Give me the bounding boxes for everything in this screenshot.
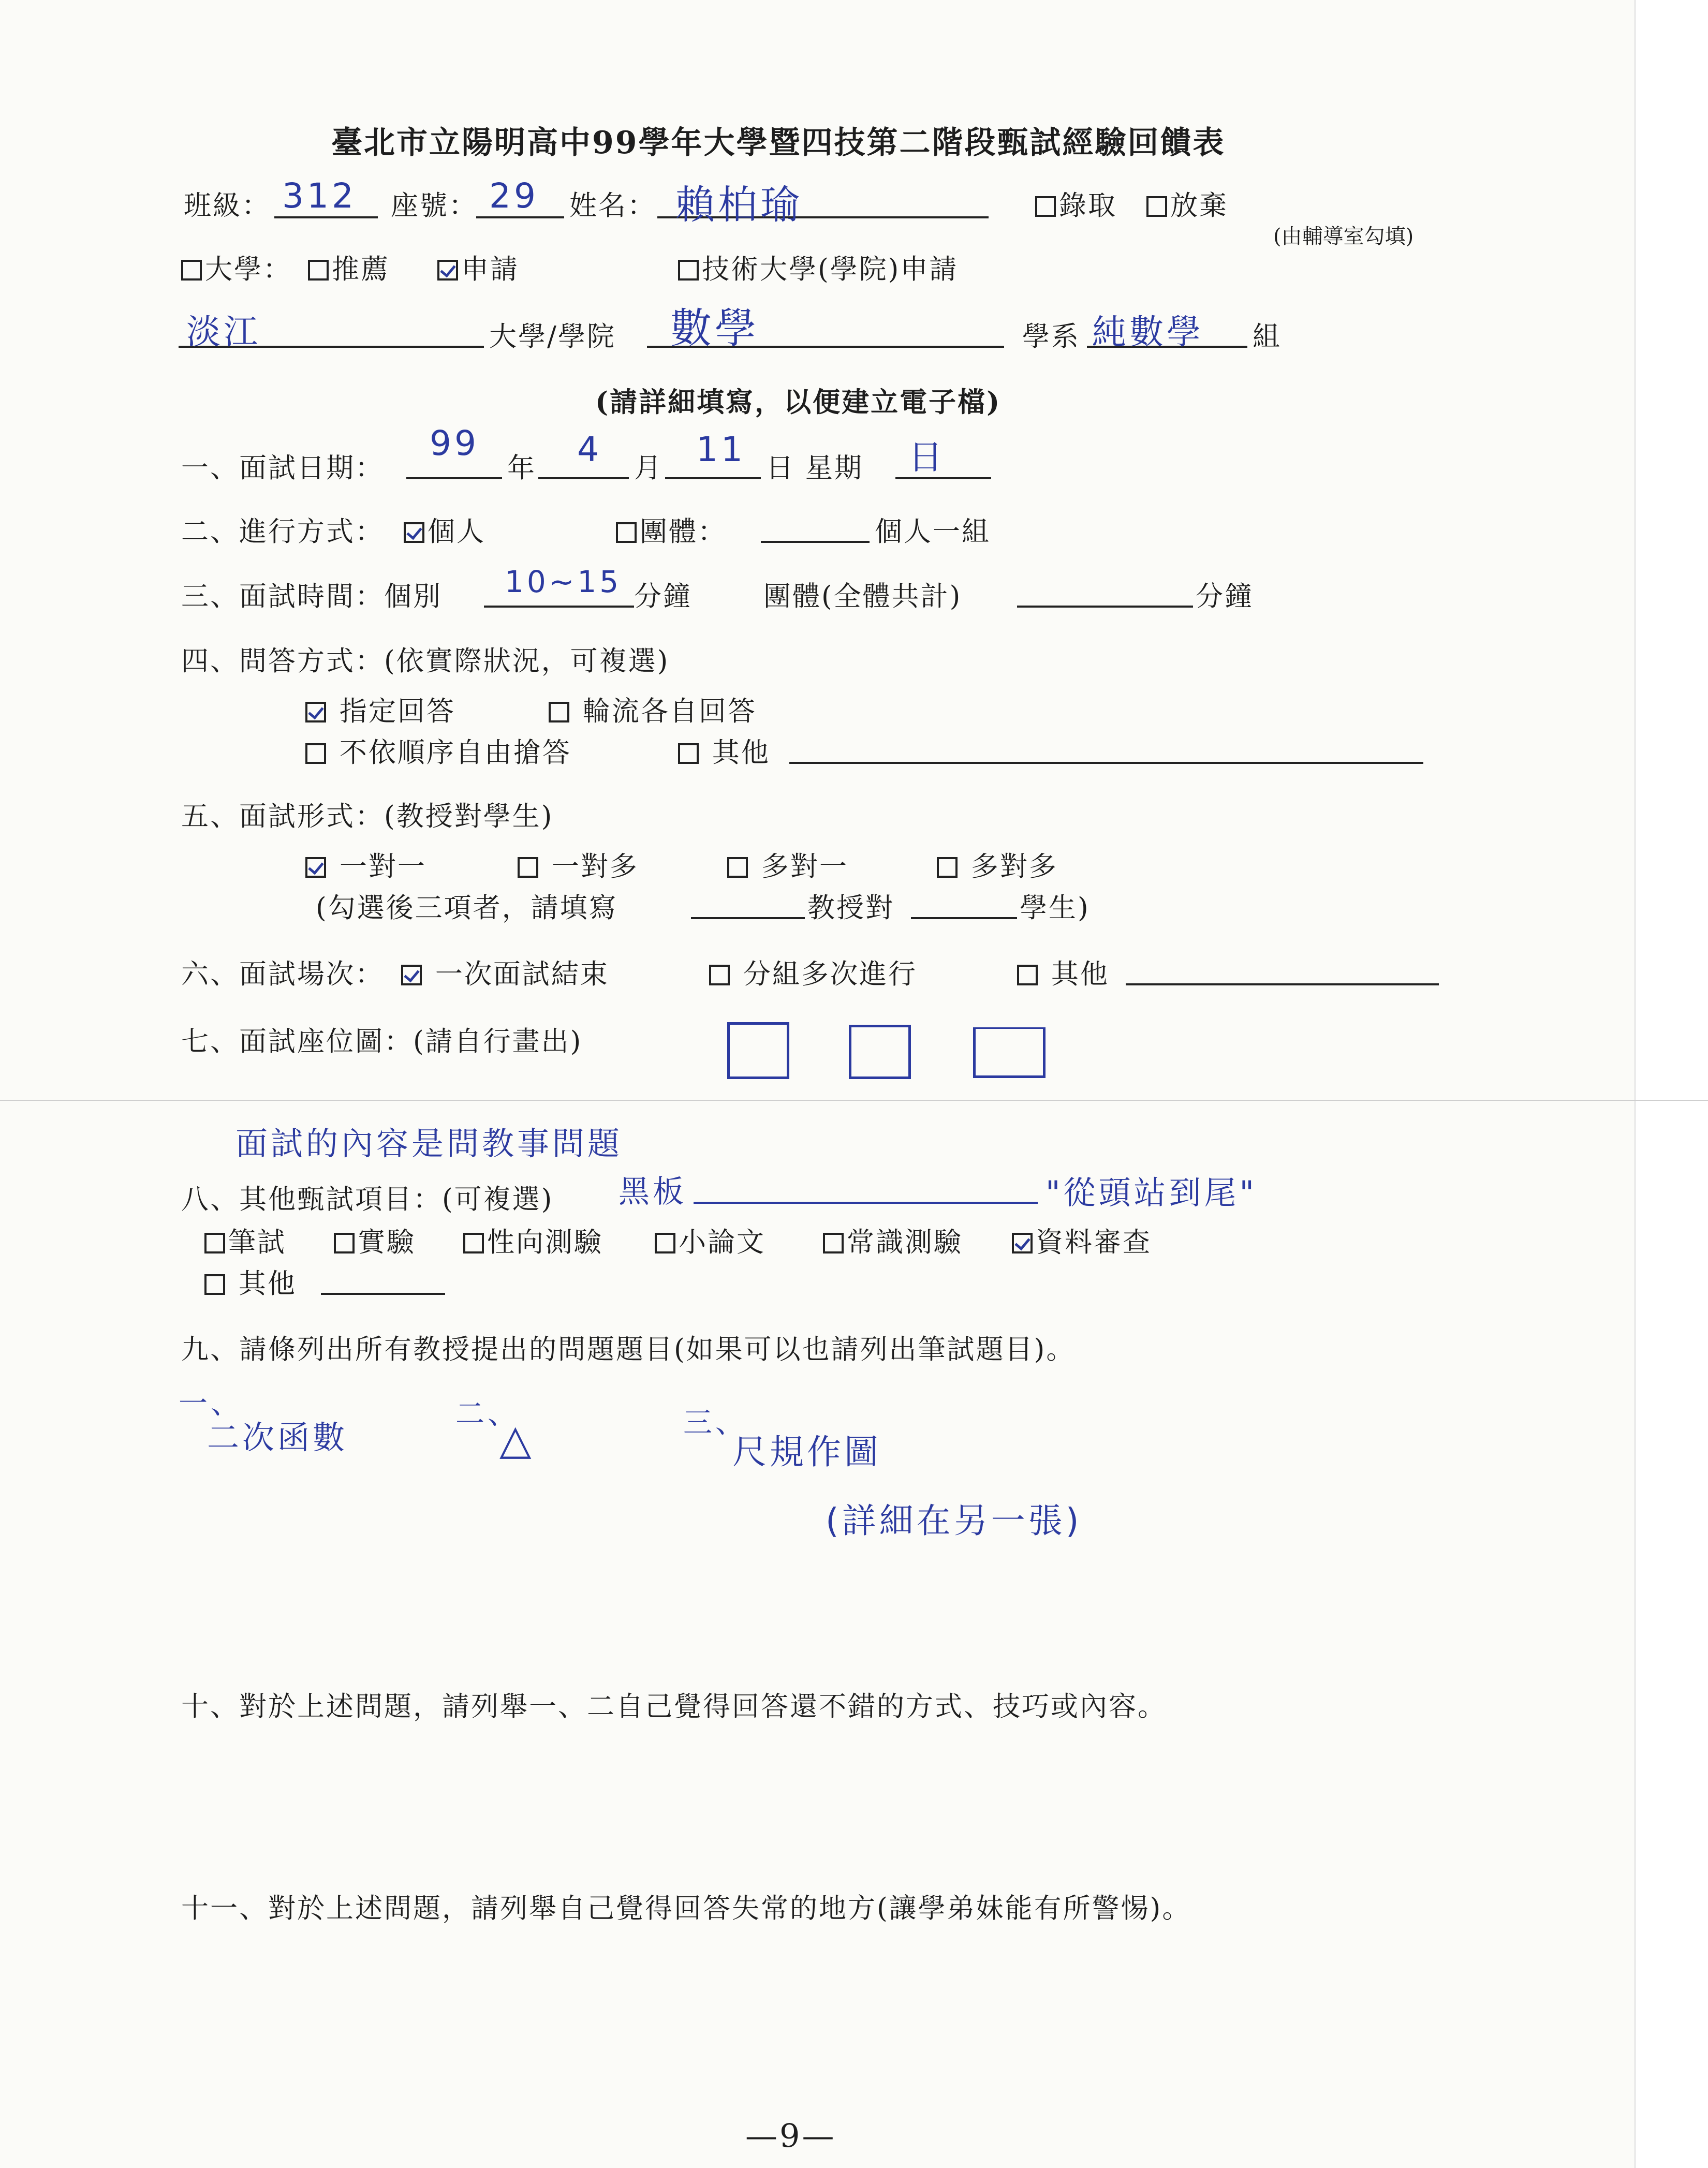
q2-group-line — [761, 541, 870, 543]
group-value[interactable]: 純數學 — [1092, 312, 1204, 352]
q3-minutes1: 分鐘 — [634, 581, 692, 612]
instruction: (請詳細填寫，以便建立電子檔) — [595, 386, 1002, 418]
univ-checkbox[interactable] — [181, 260, 202, 281]
q5-note-c: 學生) — [1020, 892, 1090, 924]
q4-opt4-checkbox[interactable] — [678, 743, 699, 764]
q5-opt1[interactable]: 一對一 — [305, 845, 426, 884]
q8-blackboard-line — [694, 1202, 1038, 1204]
dept-suffix: 學系 — [1022, 321, 1080, 352]
seat-diagram-box-2 — [849, 1025, 911, 1079]
name-value[interactable]: 賴柏瑜 — [675, 182, 803, 228]
q9-num-3: 三、 — [683, 1406, 747, 1440]
univ-option[interactable]: 大學： — [181, 247, 292, 287]
q9-answer-2[interactable]: △ — [499, 1415, 535, 1464]
q4-opt2[interactable]: 輪流各自回答 — [549, 689, 757, 729]
seat-value[interactable]: 29 — [489, 176, 539, 216]
q8-opt1[interactable]: 筆試 — [204, 1220, 286, 1260]
q3-individual-value[interactable]: 10~15 — [505, 564, 622, 599]
class-line — [274, 216, 378, 218]
admit-checkbox[interactable] — [1035, 196, 1056, 217]
q8-opt4[interactable]: 小論文 — [655, 1220, 765, 1260]
q5-note-a: (勾選後三項者，請填寫 — [316, 892, 618, 924]
recommend-option[interactable]: 推薦 — [308, 247, 390, 287]
q6-other-line — [1126, 983, 1439, 985]
page-number: —9— — [745, 2117, 836, 2155]
q6-opt2[interactable]: 分組多次進行 — [709, 952, 917, 992]
q5-student-line — [911, 917, 1017, 919]
q9-answer-4[interactable]: (詳細在另一張) — [826, 1501, 1082, 1541]
q4-opt2-checkbox[interactable] — [549, 702, 569, 722]
q6-opt1[interactable]: 一次面試結束 — [401, 952, 609, 992]
q9-answer-3[interactable]: 尺規作圖 — [732, 1432, 881, 1472]
q2-group-option[interactable]: 團體： — [616, 510, 727, 549]
q2-group-checkbox[interactable] — [616, 522, 637, 543]
q2-per-group: 個人一組 — [875, 516, 991, 548]
q3-minutes2: 分鐘 — [1196, 581, 1254, 612]
q6-opt2-checkbox[interactable] — [709, 965, 730, 985]
q2-individual-checkbox[interactable] — [404, 522, 424, 543]
q6-opt3[interactable]: 其他 — [1017, 952, 1109, 992]
q5-opt2[interactable]: 一對多 — [518, 845, 639, 884]
q8-opt2[interactable]: 實驗 — [334, 1220, 416, 1260]
q8-opt1-checkbox[interactable] — [204, 1233, 225, 1253]
q1-day-value[interactable]: 11 — [696, 430, 746, 469]
tech-option[interactable]: 技術大學(學院)申請 — [678, 247, 958, 287]
q1-year-value[interactable]: 99 — [430, 423, 479, 463]
q5-prof-line — [691, 917, 805, 919]
q8-opt3-checkbox[interactable] — [463, 1233, 484, 1253]
q8-opt3[interactable]: 性向測驗 — [463, 1220, 603, 1260]
counsel-note: (由輔導室勾填) — [1273, 225, 1414, 248]
q8-other-line — [321, 1293, 445, 1295]
q4-opt3-checkbox[interactable] — [305, 743, 326, 764]
recommend-checkbox[interactable] — [308, 260, 329, 281]
q8-label: 八、其他甄試項目：(可複選) — [181, 1184, 554, 1215]
q5-note-b: 教授對 — [807, 892, 894, 924]
q7-label: 七、面試座位圖：(請自行畫出) — [181, 1026, 583, 1057]
college-value[interactable]: 數學 — [670, 304, 759, 352]
q1-month-unit: 月 — [634, 452, 663, 484]
q3-group-line — [1017, 606, 1193, 608]
q6-opt1-checkbox[interactable] — [401, 965, 422, 985]
seat-line — [476, 216, 564, 218]
q5-opt4-checkbox[interactable] — [937, 857, 958, 878]
q1-month-value[interactable]: 4 — [577, 430, 602, 469]
apply-option[interactable]: 申請 — [437, 247, 519, 287]
form-title: 臺北市立陽明高中99學年大學暨四技第二階段甄試經驗回饋表 — [331, 125, 1226, 161]
q6-label: 六、面試場次： — [181, 958, 384, 990]
q9-num-1: 一、 — [179, 1387, 243, 1421]
q5-label: 五、面試形式：(教授對學生) — [181, 801, 554, 832]
q2-individual-option[interactable]: 個人 — [404, 510, 485, 549]
giveup-option[interactable]: 放棄 — [1146, 184, 1228, 223]
q4-opt1-checkbox[interactable] — [305, 702, 326, 722]
school-suffix: 大學/學院 — [489, 321, 616, 352]
seat-label: 座號： — [391, 190, 478, 222]
apply-checkbox[interactable] — [437, 260, 458, 281]
class-value[interactable]: 312 — [282, 176, 357, 216]
q3-group-label: 團體(全體共計) — [763, 581, 962, 612]
class-label: 班級： — [184, 190, 271, 222]
group-suffix: 組 — [1253, 321, 1282, 352]
q1-day-unit: 日 星期 — [766, 452, 863, 484]
q8-blackboard[interactable]: 黑板 — [619, 1174, 687, 1210]
q4-opt1[interactable]: 指定回答 — [305, 689, 455, 729]
q9-label: 九、請條列出所有教授提出的問題題目(如果可以也請列出筆試題目)。 — [181, 1334, 1076, 1365]
q8-opt5[interactable]: 常識測驗 — [823, 1220, 963, 1260]
tech-checkbox[interactable] — [678, 260, 699, 281]
q3-individual-line — [484, 606, 634, 608]
school-value[interactable]: 淡江 — [186, 312, 261, 352]
q1-month-line — [538, 477, 629, 479]
q1-year-line — [406, 477, 502, 479]
q4-opt4[interactable]: 其他 — [678, 731, 770, 770]
seat-diagram-box-1 — [727, 1022, 789, 1079]
q3-label: 三、面試時間：個別 — [181, 581, 442, 612]
q11-label: 十一、對於上述問題，請列舉自己覺得回答失常的地方(讓學弟妹能有所警惕)。 — [181, 1893, 1191, 1924]
giveup-checkbox[interactable] — [1146, 196, 1167, 217]
name-label: 姓名： — [569, 190, 656, 222]
q5-opt1-checkbox[interactable] — [305, 857, 326, 878]
q8-handwritten-note[interactable]: 面試的內容是問教事問題 — [235, 1125, 623, 1162]
q5-opt3[interactable]: 多對一 — [727, 845, 848, 884]
q8-opt7-checkbox[interactable] — [204, 1274, 225, 1295]
q8-opt2-checkbox[interactable] — [334, 1233, 355, 1253]
q8-quote[interactable]: "從頭站到尾" — [1046, 1174, 1258, 1212]
q10-label: 十、對於上述問題，請列舉一、二自己覺得回答還不錯的方式、技巧或內容。 — [181, 1691, 1167, 1722]
q8-opt5-checkbox[interactable] — [823, 1233, 844, 1253]
q8-opt6[interactable]: 資料審查 — [1012, 1220, 1152, 1260]
q6-opt3-checkbox[interactable] — [1017, 965, 1038, 985]
page-edge — [1635, 0, 1708, 2168]
q5-opt3-checkbox[interactable] — [727, 857, 748, 878]
fold-line — [0, 1100, 1708, 1101]
q5-opt2-checkbox[interactable] — [518, 857, 538, 878]
q8-opt7[interactable]: 其他 — [204, 1262, 297, 1301]
q1-year-unit: 年 — [507, 452, 536, 484]
q1-day-line — [665, 477, 761, 479]
q1-weekday-value[interactable]: 日 — [908, 437, 946, 477]
q8-opt4-checkbox[interactable] — [655, 1233, 675, 1253]
q4-opt3[interactable]: 不依順序自由搶答 — [305, 731, 571, 770]
q4-other-line — [789, 762, 1423, 764]
q4-label: 四、問答方式：(依實際狀況，可複選) — [181, 645, 670, 677]
q1-label: 一、面試日期： — [181, 452, 384, 484]
q8-opt6-checkbox[interactable] — [1012, 1233, 1033, 1253]
q9-num-2: 二、 — [455, 1397, 520, 1431]
admit-option[interactable]: 錄取 — [1035, 184, 1117, 223]
q5-opt4[interactable]: 多對多 — [937, 845, 1058, 884]
q2-label: 二、進行方式： — [181, 516, 384, 548]
seat-diagram-box-3 — [973, 1027, 1046, 1078]
q9-answer-1[interactable]: 二次函數 — [207, 1419, 348, 1456]
